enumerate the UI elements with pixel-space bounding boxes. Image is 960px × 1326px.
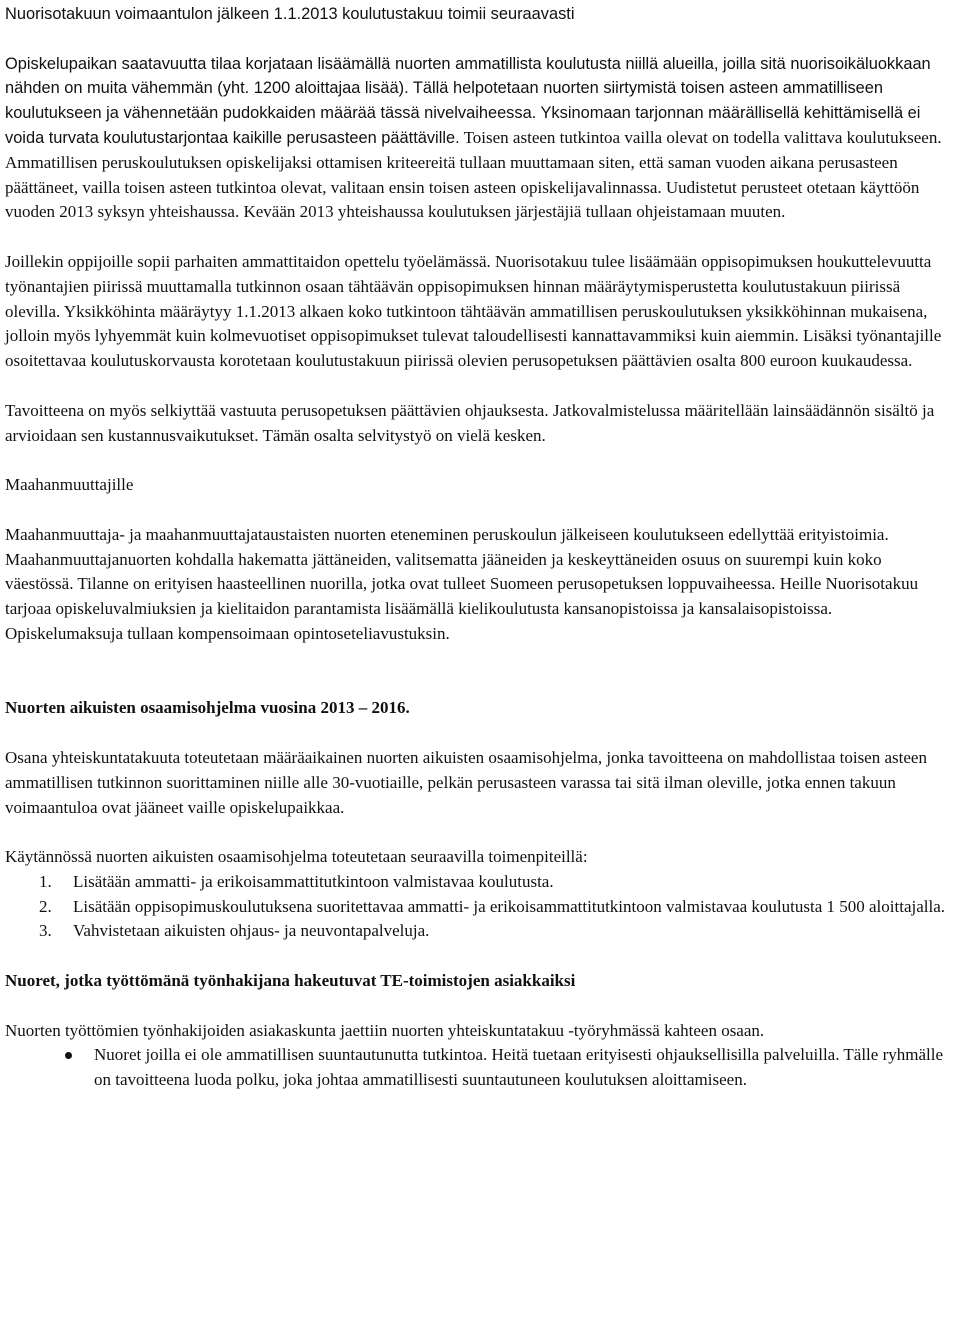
- subheading-immigrants: Maahanmuuttajille: [5, 475, 134, 495]
- paragraph-study-places-part2: Toisen asteen tutkintoa vailla olevat on todella valittava koulutukseen. Ammatillisen peruskoulutuksen opiskelijaksi ottamisen kriteereitä tullaan muuttamaan siten, että saman vuoden aikana perusasteen päättäneet, vailla toisen asteen tutkintoa olevat, valitaan ensin toisen asteen opiskelijavalinnassa. Uudistetut perusteet otetaan käyttöön vuoden 2013 syksyn yhteishaussa. Kevään 2013 yhteishaussa koulutuksen järjestäjiä tullaan ohjeistamaan muuten.: [5, 127, 942, 222]
- paragraph-te-offices: Nuorten työttömien työnhakijoiden asiakaskunta jaettiin nuorten yhteiskuntatakuu -työryhmässä kahteen osaan.: [5, 1020, 765, 1040]
- spacer: [5, 225, 953, 250]
- bullet-icon: [65, 1052, 72, 1059]
- list-item: [5, 1043, 953, 1093]
- list-item-text: Lisätään ammatti- ja erikoisammattitutkintoon valmistavaa koulutusta.: [73, 871, 554, 891]
- list-item: [5, 919, 953, 944]
- list-number: 1.: [39, 871, 52, 891]
- paragraph-study-places: [5, 52, 953, 226]
- paragraph-study-places-part1: Opiskelupaikan saatavuutta tilaa korjataan lisäämällä nuorten ammatillista koulutusta niillä alueilla, joilla sitä nuorisoikäluokkaan nähden on muita vähemmän (yht. 1200 aloittajaa lisää). Tällä helpotetaan nuorten siirtymistä toisen asteen ammatilliseen koulutukseen ja vähennetään pudokkaiden määrää tässä nivelvaiheessa. Yksinomaan tarjonnan määrällisellä kehittämisellä ei voida turvata koulutustarjontaa kaikille perusasteen päättäville.: [5, 54, 931, 147]
- spacer: [5, 448, 953, 473]
- paragraph-apprenticeship: Joillekin oppijoille sopii parhaiten ammattitaidon opettelu työelämässä. Nuorisotakuu tulee lisäämään oppisopimuksen houkuttelevuutta työnantajien piirissä muuttamalla tutkinnon osaan tähtäävän oppisopimuksen hinnan määräytymisperustetta koulutustakuun piirissä olevilla. Yksikköhinta määräytyy 1.1.2013 alkaen koko tutkintoon tähtäävän ammatillisen peruskoulutuksen yksikköhinnan mukaisena, jolloin myös lyhyemmät kuin kolmevuotiset oppisopimukset tulevat taloudellisesti kannattavammiksi kuin aiemmin. Lisäksi työnantajille osoitettavaa koulutuskorvausta korotetaan koulutustakuun piirissä olevien perusopetuksen päättävien osalta 800 euroon kuukaudessa.: [5, 251, 942, 371]
- list-number: 2.: [39, 896, 52, 916]
- spacer: [5, 647, 953, 697]
- measures-intro: Käytännössä nuorten aikuisten osaamisohjelma toteutetaan seuraavilla toimenpiteillä:: [5, 847, 588, 867]
- spacer: [5, 374, 953, 399]
- list-item-text: Lisätään oppisopimuskoulutuksena suoritettavaa ammatti- ja erikoisammattitutkintoon valmistavaa koulutusta 1 500 aloittajalla.: [73, 896, 946, 916]
- spacer: [5, 944, 953, 969]
- document-page: [5, 0, 953, 1093]
- paragraph-guidance: Tavoitteena on myös selkiyttää vastuuta perusopetuksen päättävien ohjauksesta. Jatkovalmistelussa määritellään lainsäädännön sisältö ja arvioidaan sen kustannusvaikutukset. Tämän osalta selvitystyö on vielä kesken.: [5, 400, 935, 445]
- list-item: [5, 870, 953, 895]
- spacer: [5, 994, 953, 1019]
- list-item-text: Vahvistetaan aikuisten ohjaus- ja neuvontapalveluja.: [73, 921, 430, 941]
- heading-skills-program: Nuorten aikuisten osaamisohjelma vuosina 2013 – 2016.: [5, 698, 410, 718]
- intro-line: Nuorisotakuun voimaantulon jälkeen 1.1.2013 koulutustakuu toimii seuraavasti: [5, 5, 575, 23]
- spacer: [5, 721, 953, 746]
- paragraph-skills-program: Osana yhteiskuntatakuuta toteutetaan määräaikainen nuorten aikuisten osaamisohjelma, jonka tavoitteena on mahdollistaa toisen asteen ammatillisen tutkinnon suorittaminen niille alle 30-vuotiaille, pelkän perusasteen varassa tai sitä ilman oleville, jotka ennen takuun voimaantuloa ovat jääneet vaille opiskelupaikkaa.: [5, 747, 927, 817]
- paragraph-immigrants: Maahanmuuttaja- ja maahanmuuttajataustaisten nuorten eteneminen peruskoulun jälkeiseen koulutukseen edellyttää erityistoimia. Maahanmuuttajanuorten kohdalla hakematta jättäneiden, valitsematta jääneiden ja keskeyttäneiden osuus on suurempi kuin koko väestössä. Tilanne on erityisen haasteellinen nuorilla, jotka ovat tulleet Suomeen perusopetuksen loppuvaiheessa. Heille Nuorisotakuu tarjoaa opiskeluvalmiuksien ja kielitaidon parantamista lisäämällä kielikoulutusta kansanopistoissa ja kansalaisopistoissa. Opiskelumaksuja tullaan kompensoimaan opintoseteliavustuksin.: [5, 524, 919, 643]
- measures-list: [5, 870, 953, 944]
- list-number: 3.: [39, 921, 52, 941]
- spacer: [5, 498, 953, 523]
- list-item: [5, 895, 953, 920]
- client-groups-list: [5, 1043, 953, 1093]
- spacer: [5, 820, 953, 845]
- list-item-text: Nuoret joilla ei ole ammatillisen suuntautunutta tutkintoa. Heitä tuetaan erityisesti ohjauksellisilla palveluilla. Tälle ryhmälle on tavoitteena luoda polku, joka johtaa ammatillisesti suuntautuneen koulutuksen aloittamiseen.: [94, 1045, 943, 1090]
- heading-te-offices: Nuoret, jotka työttömänä työnhakijana hakeutuvat TE-toimistojen asiakkaiksi: [5, 971, 576, 991]
- spacer: [5, 27, 953, 52]
